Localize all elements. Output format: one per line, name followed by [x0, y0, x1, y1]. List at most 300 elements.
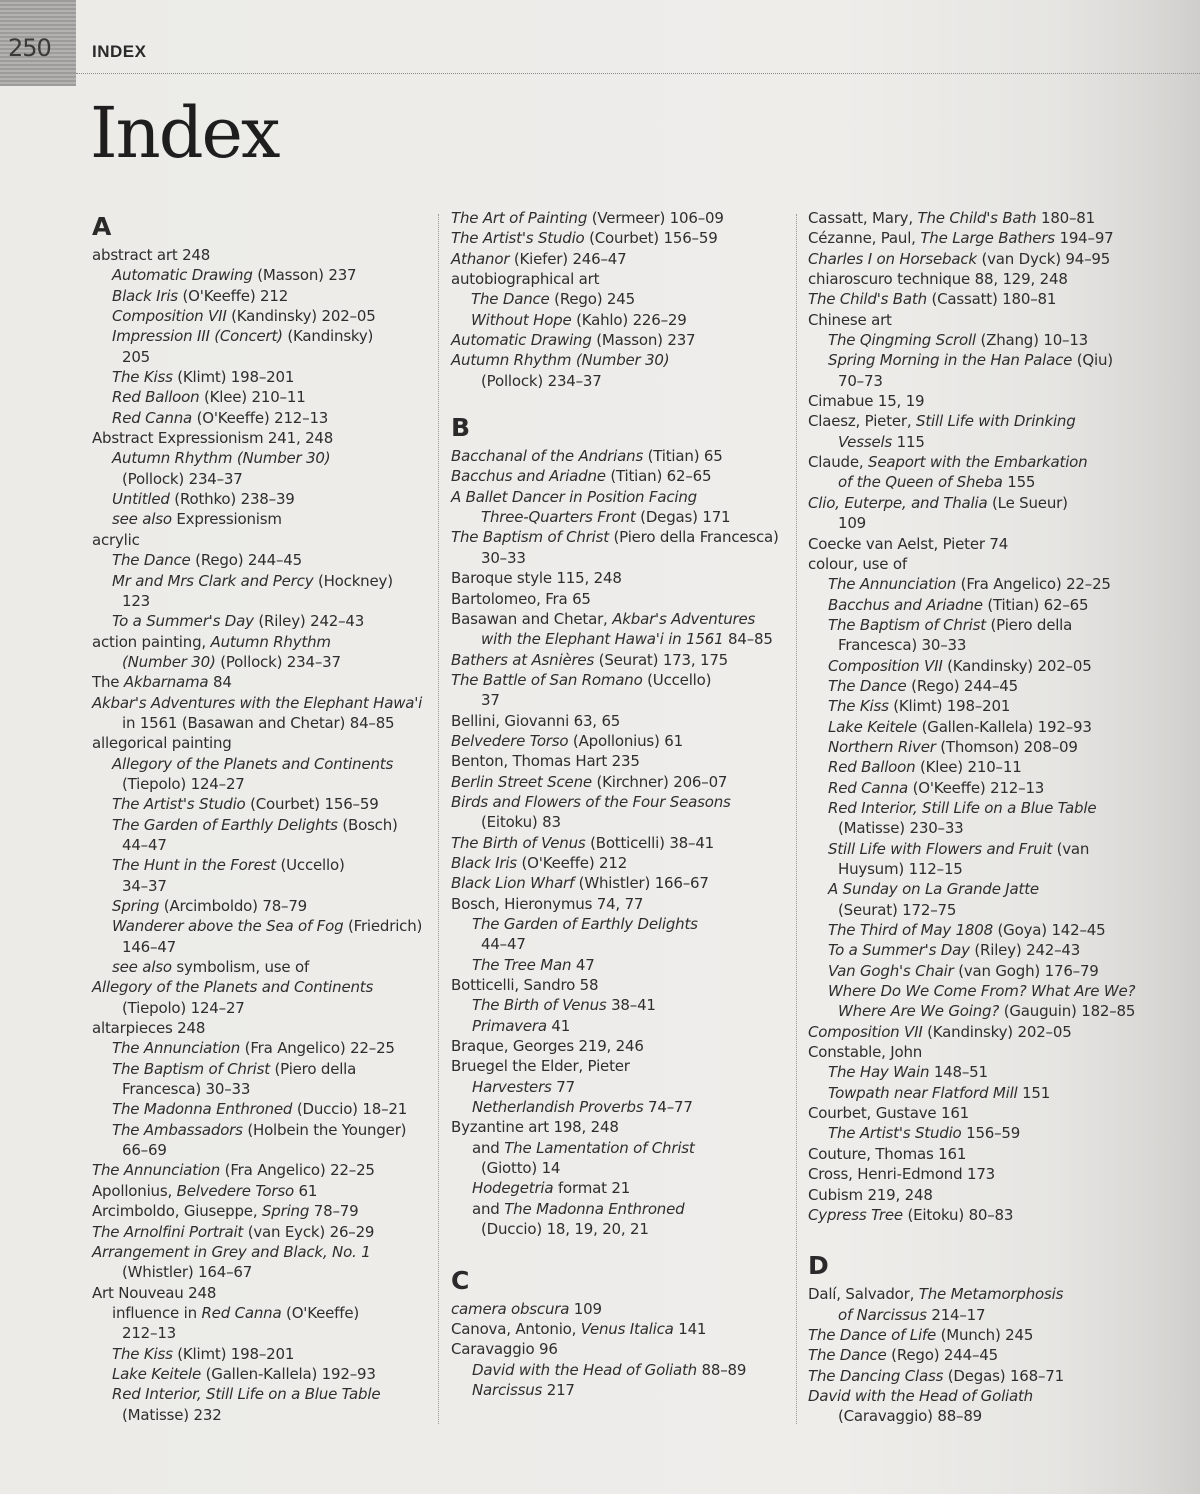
entry-text: The Birth of Venus [451, 833, 586, 852]
index-entry [808, 1284, 1148, 1304]
entry-text: Bacchanal of the Andrians [451, 447, 644, 466]
index-entry [808, 1185, 1148, 1205]
index-entry [92, 998, 432, 1018]
index-entry [92, 1283, 432, 1303]
entry-text: Birds and Flowers of the Four Seasons [451, 792, 731, 811]
index-entry [92, 1120, 432, 1140]
entry-suffix: (Titian) 62–65 [982, 595, 1089, 614]
entry-text: Red Canna [201, 1303, 282, 1322]
index-entry [808, 208, 1148, 228]
entry-text: Akbarnama [123, 673, 209, 692]
index-entry [808, 534, 1148, 554]
entry-text: Composition VII [112, 307, 227, 326]
index-entry [92, 754, 432, 774]
entry-suffix: 88–89 [696, 1360, 747, 1379]
entry-text: (Matisse) 230–33 [838, 819, 964, 838]
index-entry [92, 1364, 432, 1384]
entry-text: The Dance [828, 676, 907, 695]
index-entry [808, 818, 1148, 838]
entry-text: Seaport with the Embarkation [868, 453, 1088, 472]
entry-text: with the Elephant Hawa'i in 1561 [481, 630, 724, 649]
index-entry [808, 269, 1148, 289]
index-entry [808, 778, 1148, 798]
entry-text: Primavera [472, 1016, 547, 1035]
index-entry [808, 350, 1148, 370]
index-entry [451, 873, 791, 893]
index-entry [451, 527, 791, 547]
index-entry [451, 446, 791, 466]
entry-text: Automatic Drawing [451, 331, 592, 350]
section-letter: B [451, 413, 470, 443]
index-entry [451, 690, 791, 710]
entry-suffix: (Klimt) 198–201 [172, 1344, 295, 1363]
entry-suffix: (Fra Angelico) 22–25 [240, 1039, 395, 1058]
index-entry [92, 1201, 432, 1221]
entry-text: see also [112, 510, 172, 529]
entry-text: Still Life with Flowers and Fruit [828, 839, 1053, 858]
entry-suffix: 194–97 [1054, 229, 1114, 248]
index-entry [92, 286, 432, 306]
entry-suffix: (Degas) 171 [635, 508, 731, 527]
index-entry [451, 568, 791, 588]
entry-suffix: (Uccello) [642, 670, 712, 689]
index-entry [92, 1405, 432, 1425]
index-entry [451, 792, 791, 812]
index-entry [92, 550, 432, 570]
entry-text: Spring Morning in the Han Palace [828, 351, 1073, 370]
entry-suffix: (Kirchner) 206–07 [591, 772, 728, 791]
entry-text: abstract art 248 [92, 246, 211, 264]
entry-suffix: (Courbet) 156–59 [245, 795, 379, 814]
index-entry [92, 794, 432, 814]
entry-suffix: (Kandinsky) [282, 327, 374, 346]
section-letter: A [92, 212, 112, 241]
index-entry [808, 757, 1148, 777]
index-entry [808, 1205, 1148, 1225]
index-entry [451, 330, 791, 350]
entry-text: David with the Head of Goliath [808, 1386, 1033, 1405]
index-entry [451, 812, 791, 832]
entry-text: The Tree Man [472, 955, 572, 974]
entry-text: Netherlandish Proverbs [472, 1098, 644, 1117]
index-entry [451, 507, 791, 527]
entry-text: Allegory of the Planets and Continents [112, 754, 394, 773]
entry-text: Hodegetria [472, 1179, 554, 1198]
entry-text: (Giotto) 14 [481, 1159, 561, 1178]
entry-text: Bellini, Giovanni 63, 65 [451, 711, 621, 730]
entry-text: Autumn Rhythm (Number 30) [112, 449, 331, 468]
index-entry [808, 1062, 1148, 1082]
index-entry [808, 472, 1148, 492]
index-entry [92, 1181, 432, 1201]
entry-suffix: (Arcimboldo) 78–79 [159, 897, 308, 915]
entry-text: Red Interior, Still Life on a Blue Table [828, 798, 1097, 817]
entry-text: chiaroscuro technique 88, 129, 248 [808, 270, 1068, 289]
entry-text: Black Lion Wharf [451, 874, 575, 893]
entry-suffix: (Seurat) 173, 175 [594, 650, 729, 669]
entry-suffix: 156–59 [961, 1124, 1021, 1143]
entry-suffix: (Pollock) 234–37 [215, 652, 341, 671]
entry-suffix: 217 [542, 1380, 575, 1399]
index-entry [92, 774, 432, 794]
index-entry [808, 839, 1148, 859]
index-entry [451, 548, 791, 568]
entry-text: Spring [261, 1202, 310, 1221]
index-entry [808, 1123, 1148, 1143]
entry-text: Lake Keitele [828, 717, 918, 736]
entry-suffix: (Qiu) [1072, 351, 1113, 370]
entry-text: Allegory of the Planets and Continents [92, 978, 374, 997]
entry-text: Akbar's Adventures [612, 609, 756, 628]
index-entry [92, 1384, 432, 1404]
index-entry [808, 289, 1148, 309]
index-entry [808, 249, 1148, 269]
entry-prefix: and [472, 1138, 505, 1157]
index-entry [92, 469, 432, 489]
index-entry [808, 1103, 1148, 1123]
entry-text: Byzantine art 198, 248 [451, 1118, 619, 1137]
entry-suffix: (O'Keeffe) 212–13 [908, 778, 1045, 797]
index-entry [808, 940, 1148, 960]
entry-text: 34–37 [122, 876, 167, 895]
entry-suffix: 84 [208, 673, 232, 692]
index-entry [451, 1056, 791, 1076]
index-entry [808, 310, 1148, 330]
index-entry [451, 1178, 791, 1198]
entry-text: David with the Head of Goliath [472, 1360, 697, 1379]
entry-text: To a Summer's Day [828, 941, 970, 960]
index-entry [92, 489, 432, 509]
entry-text: Chinese art [808, 310, 892, 329]
entry-suffix: 109 [569, 1299, 602, 1318]
index-entry [451, 650, 791, 670]
entry-suffix: (Masson) 237 [591, 331, 696, 350]
entry-text: (Eitoku) 83 [481, 813, 561, 832]
entry-text: Huysum) 112–15 [838, 860, 963, 878]
index-entry [451, 249, 791, 269]
index-entry [451, 833, 791, 853]
entry-text: 146–47 [122, 937, 177, 956]
entry-text: The Annunciation [112, 1039, 241, 1058]
index-entry [451, 1077, 791, 1097]
index-entry [451, 1158, 791, 1178]
index-entry [808, 595, 1148, 615]
entry-text: Athanor [451, 249, 510, 268]
entry-text: 44–47 [122, 835, 167, 854]
entry-text: Narcissus [472, 1380, 543, 1399]
entry-text: The Lamentation of Christ [504, 1138, 695, 1157]
entry-text: The Ambassadors [112, 1120, 243, 1139]
index-entry [92, 1344, 432, 1364]
entry-suffix: 155 [1002, 473, 1036, 492]
entry-text: The Dance [112, 551, 191, 570]
entry-text: Without Hope [471, 310, 572, 329]
index-entry [451, 1299, 791, 1319]
index-entry [451, 1016, 791, 1036]
entry-suffix: (Gauguin) 182–85 [999, 1002, 1136, 1021]
entry-suffix: (Piero della Francesca) [608, 528, 779, 547]
index-column-3 [808, 208, 1148, 1427]
entry-text: The Birth of Venus [472, 996, 607, 1015]
entry-suffix: (Vermeer) 106–09 [587, 209, 724, 227]
page-number-tab [0, 0, 76, 86]
entry-text: Northern River [828, 737, 936, 756]
index-entry [92, 937, 432, 957]
index-entry [808, 717, 1148, 737]
entry-prefix: Basawan and Chetar, [451, 609, 613, 628]
entry-suffix: (Eitoku) 80–83 [902, 1205, 1014, 1224]
entry-suffix: 84–85 [723, 630, 773, 649]
entry-text: Bosch, Hieronymus 74, 77 [451, 894, 644, 913]
entry-text: The Large Bathers [920, 229, 1055, 248]
entry-suffix: (O'Keeffe) [281, 1303, 360, 1322]
entry-suffix: 41 [546, 1016, 571, 1035]
entry-suffix: (Apollonius) 61 [568, 731, 683, 750]
entry-text: Red Canna [828, 778, 909, 797]
index-entry [92, 713, 432, 733]
index-entry [92, 367, 432, 387]
entry-suffix: (Uccello) [275, 856, 345, 875]
entry-suffix: (Rego) 244–45 [190, 551, 302, 570]
entry-suffix: (Rego) 245 [549, 290, 635, 309]
entry-text: Caravaggio 96 [451, 1340, 558, 1359]
index-entry [451, 711, 791, 731]
entry-text: Mr and Mrs Clark and Percy [112, 571, 314, 590]
index-entry [451, 629, 791, 649]
index-entry [92, 509, 432, 529]
entry-text: The Third of May 1808 [828, 921, 993, 940]
index-entry [451, 269, 791, 289]
entry-suffix: Expressionism [171, 510, 282, 529]
entry-suffix: (Klee) 210–11 [199, 388, 306, 407]
index-entry [808, 615, 1148, 635]
index-entry [808, 696, 1148, 716]
index-entry [808, 452, 1148, 472]
index-entry [92, 1079, 432, 1099]
index-entry [451, 995, 791, 1015]
entry-text: Black Iris [112, 286, 178, 305]
entry-suffix: 141 [673, 1319, 707, 1338]
entry-text: Couture, Thomas 161 [808, 1144, 967, 1163]
entry-suffix: (Hockney) [313, 571, 393, 590]
index-entry [451, 289, 791, 309]
entry-text: The Kiss [112, 1344, 173, 1363]
entry-suffix: (Klee) 210–11 [915, 758, 1022, 777]
entry-text: Bathers at Asnières [451, 650, 595, 669]
entry-text: (Tiepolo) 124–27 [122, 998, 245, 1017]
entry-suffix: (Munch) 245 [936, 1325, 1034, 1344]
index-entry [808, 432, 1148, 452]
index-entry [451, 466, 791, 486]
entry-text: Coecke van Aelst, Pieter 74 [808, 534, 1009, 553]
index-entry [92, 855, 432, 875]
index-entry [92, 408, 432, 428]
entry-text: Belvedere Torso [176, 1181, 294, 1200]
index-entry [451, 1380, 791, 1400]
index-entry [808, 920, 1148, 940]
index-entry [451, 1117, 791, 1137]
entry-suffix: (Riley) 242–43 [969, 941, 1081, 960]
index-entry [808, 513, 1148, 533]
entry-text: 70–73 [838, 371, 883, 390]
entry-text: Automatic Drawing [112, 266, 253, 285]
entry-prefix: Cassatt, Mary, [808, 209, 918, 227]
entry-text: camera obscura [451, 1299, 570, 1318]
index-entry [808, 1083, 1148, 1103]
entry-text: Red Canna [112, 408, 193, 427]
entry-text: Three-Quarters Front [481, 508, 636, 527]
entry-text: Courbet, Gustave 161 [808, 1104, 970, 1123]
entry-text: Cubism 219, 248 [808, 1185, 933, 1204]
entry-suffix: (Gallen-Kallela) 192–93 [917, 717, 1092, 736]
entry-prefix: Cézanne, Paul, [808, 229, 921, 248]
entry-text: A Ballet Dancer in Position Facing [451, 487, 697, 506]
entry-text: The Battle of San Romano [451, 670, 643, 689]
index-entry [451, 1138, 791, 1158]
entry-suffix: (O'Keeffe) 212 [516, 853, 628, 872]
index-entry [451, 1199, 791, 1219]
entry-prefix: action painting, [92, 632, 211, 651]
entry-text: The Dance [808, 1346, 887, 1365]
index-entry [451, 1036, 791, 1056]
index-entry [92, 571, 432, 591]
entry-suffix: (Botticelli) 38–41 [585, 833, 715, 852]
index-entry [92, 733, 432, 753]
entry-text: To a Summer's Day [112, 612, 254, 631]
index-entry [92, 591, 432, 611]
entry-text: of Narcissus [838, 1305, 927, 1324]
index-entry [92, 632, 432, 652]
entry-suffix: (Riley) 242–43 [253, 612, 365, 631]
entry-text: Still Life with Drinking [916, 412, 1076, 431]
index-entry [808, 391, 1148, 411]
entry-text: The Artist's Studio [451, 229, 585, 248]
entry-text: The Hunt in the Forest [112, 856, 276, 875]
entry-text: 109 [838, 514, 867, 533]
index-entry [92, 652, 432, 672]
entry-suffix: 180–81 [1036, 209, 1095, 227]
entry-text: A Sunday on La Grande Jatte [828, 880, 1039, 899]
entry-text: (Pollock) 234–37 [481, 371, 602, 390]
entry-text: The Baptism of Christ [112, 1059, 270, 1078]
index-entry [92, 977, 432, 997]
entry-suffix: symbolism, use of [171, 958, 310, 977]
index-entry [451, 1219, 791, 1239]
index-entry [808, 493, 1148, 513]
entry-text: of the Queen of Sheba [838, 473, 1003, 492]
index-entry [92, 530, 432, 550]
entry-text: The Kiss [112, 368, 173, 387]
entry-suffix: (Basawan and Chetar) 84–85 [177, 713, 395, 732]
index-entry [451, 487, 791, 507]
entry-suffix: (Piero della [985, 615, 1073, 634]
entry-text: The Hay Wain [828, 1063, 930, 1082]
index-entry [451, 589, 791, 609]
index-entry [808, 371, 1148, 391]
entry-text: (Matisse) 232 [122, 1405, 222, 1424]
entry-text: Cimabue 15, 19 [808, 392, 925, 411]
index-entry [92, 1303, 432, 1323]
entry-prefix: and [472, 1199, 505, 1218]
index-entry [92, 896, 432, 916]
section-letter: C [451, 1265, 470, 1295]
entry-suffix: format 21 [553, 1179, 631, 1198]
entry-suffix: (Kandinsky) 202–05 [922, 1022, 1072, 1041]
entry-text: The Madonna Enthroned [112, 1100, 293, 1119]
entry-text: Composition VII [828, 656, 943, 675]
entry-text: autobiographical art [451, 270, 600, 289]
entry-text: Braque, Georges 219, 246 [451, 1037, 644, 1056]
entry-prefix: The [92, 673, 124, 692]
index-entry [92, 1323, 432, 1343]
entry-suffix: (Rego) 244–45 [906, 676, 1018, 695]
index-entry [808, 411, 1148, 431]
entry-text: Lake Keitele [112, 1364, 202, 1383]
entry-suffix: (Whistler) 166–67 [574, 874, 709, 893]
entry-suffix: (Degas) 168–71 [943, 1366, 1064, 1385]
entry-suffix: 38–41 [606, 996, 656, 1015]
entry-text: The Art of Painting [451, 209, 588, 227]
entry-suffix: 214–17 [926, 1305, 986, 1324]
index-entry [451, 609, 791, 629]
index-entry [451, 1339, 791, 1359]
index-entry [92, 306, 432, 326]
entry-text: Venus Italica [580, 1319, 674, 1338]
index-entry [92, 1160, 432, 1180]
entry-suffix: 47 [571, 955, 595, 974]
entry-suffix: (Gallen-Kallela) 192–93 [201, 1364, 376, 1383]
entry-suffix: 74–77 [643, 1098, 693, 1117]
index-entry [92, 326, 432, 346]
entry-suffix: (Piero della [269, 1059, 357, 1078]
entry-text: Cypress Tree [808, 1205, 903, 1224]
index-entry [92, 245, 432, 265]
entry-suffix: (Holbein the Younger) [242, 1120, 407, 1139]
entry-suffix: (Masson) 237 [252, 266, 357, 285]
entry-text: in 1561 [122, 713, 178, 732]
entry-prefix: Arcimboldo, Giuseppe, [92, 1202, 262, 1221]
entry-text: Charles I on Horseback [808, 249, 977, 268]
entry-text: Baroque style 115, 248 [451, 569, 622, 588]
entry-text: (Duccio) 18, 19, 20, 21 [481, 1220, 649, 1239]
entry-suffix: 77 [551, 1077, 575, 1096]
entry-suffix: (Le Sueur) [987, 493, 1068, 512]
entry-text: (Tiepolo) 124–27 [122, 774, 245, 793]
entry-text: The Child's Bath [808, 290, 927, 309]
index-entry [92, 611, 432, 631]
index-entry [451, 934, 791, 954]
entry-text: 44–47 [481, 935, 526, 954]
index-entry [808, 1386, 1148, 1406]
index-entry [808, 1345, 1148, 1365]
entry-suffix: (Fra Angelico) 22–25 [956, 575, 1111, 594]
index-entry [808, 1164, 1148, 1184]
index-entry [808, 879, 1148, 899]
index-entry [451, 310, 791, 330]
index-entry [808, 1001, 1148, 1021]
entry-text: 205 [122, 347, 151, 366]
entry-suffix: (O'Keeffe) 212–13 [192, 408, 329, 427]
index-entry [451, 751, 791, 771]
index-entry [92, 1222, 432, 1242]
index-entry [808, 656, 1148, 676]
entry-text: (Number 30) [122, 652, 216, 671]
entry-suffix: (Kahlo) 226–29 [571, 310, 687, 329]
entry-text: The Annunciation [828, 575, 957, 594]
index-entry [451, 955, 791, 975]
index-entry [451, 350, 791, 370]
entry-text: The Artist's Studio [828, 1124, 962, 1143]
